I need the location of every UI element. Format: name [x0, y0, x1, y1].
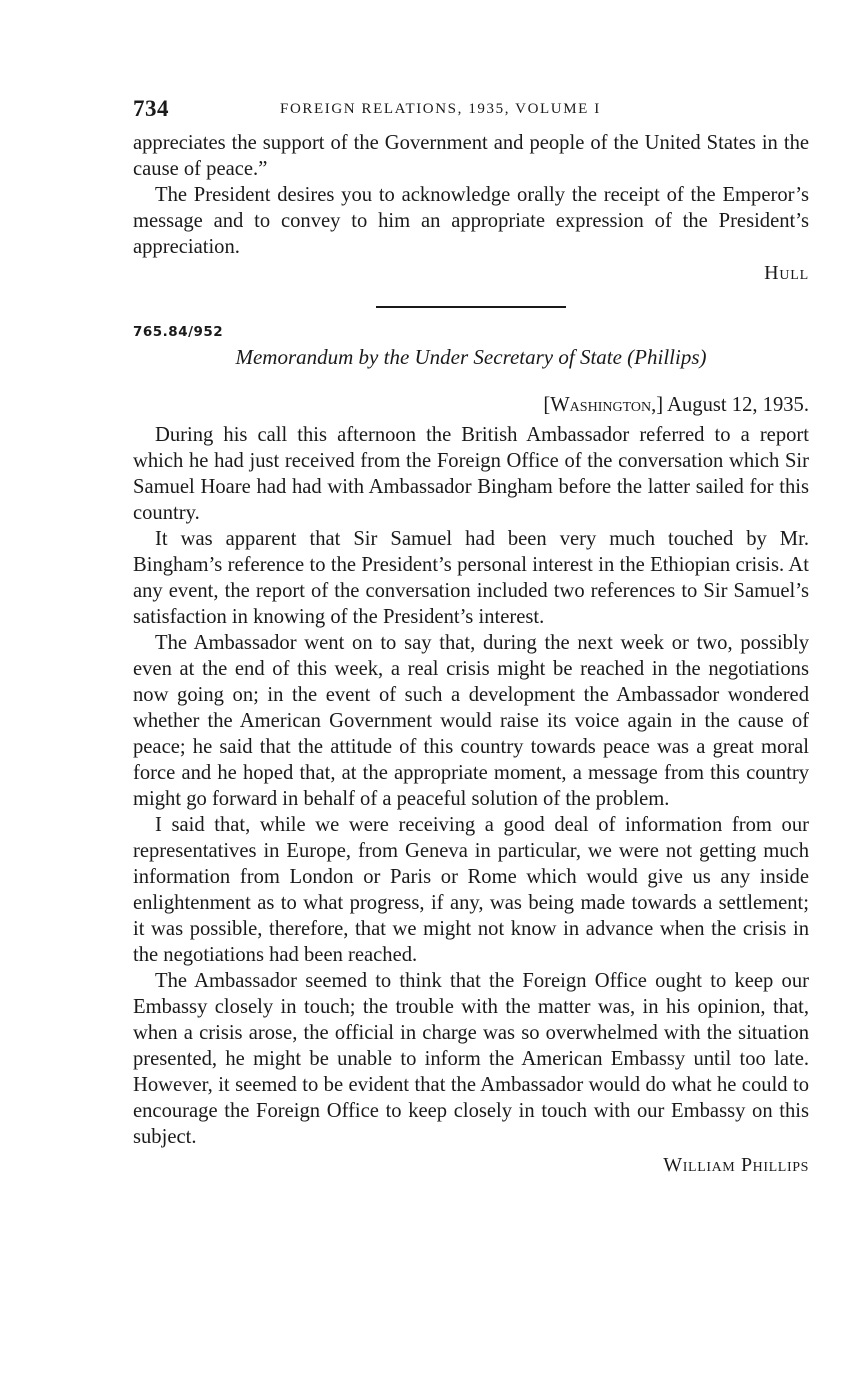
paragraph: During his call this afternoon the British Ambassador referred to a report which he had just received from the Foreign Office of the conversation which Sir Samuel Hoare had had with Ambassador Bingham before the latter sailed for this country.: [133, 424, 809, 524]
signature-william-phillips: William Phillips: [663, 1154, 809, 1176]
document-title: Memorandum by the Under Secretary of State (Phillips): [235, 345, 707, 369]
dateline-date: August 12, 1935.: [667, 394, 809, 416]
prior-document-ending: [133, 130, 809, 286]
page-number: 734: [133, 96, 169, 121]
paragraph: It was apparent that Sir Samuel had been very much touched by Mr. Bingham’s reference to the President’s personal interest in the Ethiopian crisis. At any event, the report of the conversation included two references to Sir Samuel’s satisfaction in knowing of the President’s interest.: [133, 528, 809, 628]
section-divider: [376, 306, 566, 308]
running-head: [133, 96, 809, 130]
file-number: 765.84/952: [133, 324, 224, 340]
signature-hull: Hull: [764, 262, 809, 284]
paragraph: appreciates the support of the Government and people of the United States in the cause of peace.”: [133, 132, 809, 180]
dateline: [133, 392, 809, 418]
dateline-place: [Washington,]: [543, 394, 664, 416]
paragraph: The President desires you to acknowledge orally the receipt of the Emperor’s message and to convey to him an appropriate expression of the President’s appreciation.: [133, 184, 809, 258]
memorandum-body: [133, 422, 809, 1150]
paragraph: The Ambassador went on to say that, during the next week or two, possibly even at the end of this week, a real crisis might be reached in the negotiations now going on; in the event of such a development the Ambassador wondered whether the American Government would raise its voice again in the cause of peace; he said that the attitude of this country towards peace was a great moral force and he hoped that, at the appropriate moment, a message from this country might go forward in behalf of a peaceful solution of the problem.: [133, 632, 809, 810]
paragraph: The Ambassador seemed to think that the Foreign Office ought to keep our Embassy closely in touch; the trouble with the matter was, in his opinion, that, when a crisis arose, the official in charge was so overwhelmed with the situation presented, he might be unable to inform the American Embassy until too late. However, it seemed to be evident that the Ambassador would do what he could to encourage the Foreign Office to keep closely in touch with our Embassy on this subject.: [133, 970, 809, 1148]
paragraph: I said that, while we were receiving a good deal of information from our representatives in Europe, from Geneva in particular, we were not getting much information from London or Paris or Rome which would give us any inside enlightenment as to what progress, if any, was being made towards a settlement; it was possible, therefore, that we might not know in advance when the crisis in the negotiations had been reached.: [133, 814, 809, 966]
running-title: FOREIGN RELATIONS, 1935, VOLUME I: [280, 101, 601, 117]
document-page: [133, 96, 809, 1178]
